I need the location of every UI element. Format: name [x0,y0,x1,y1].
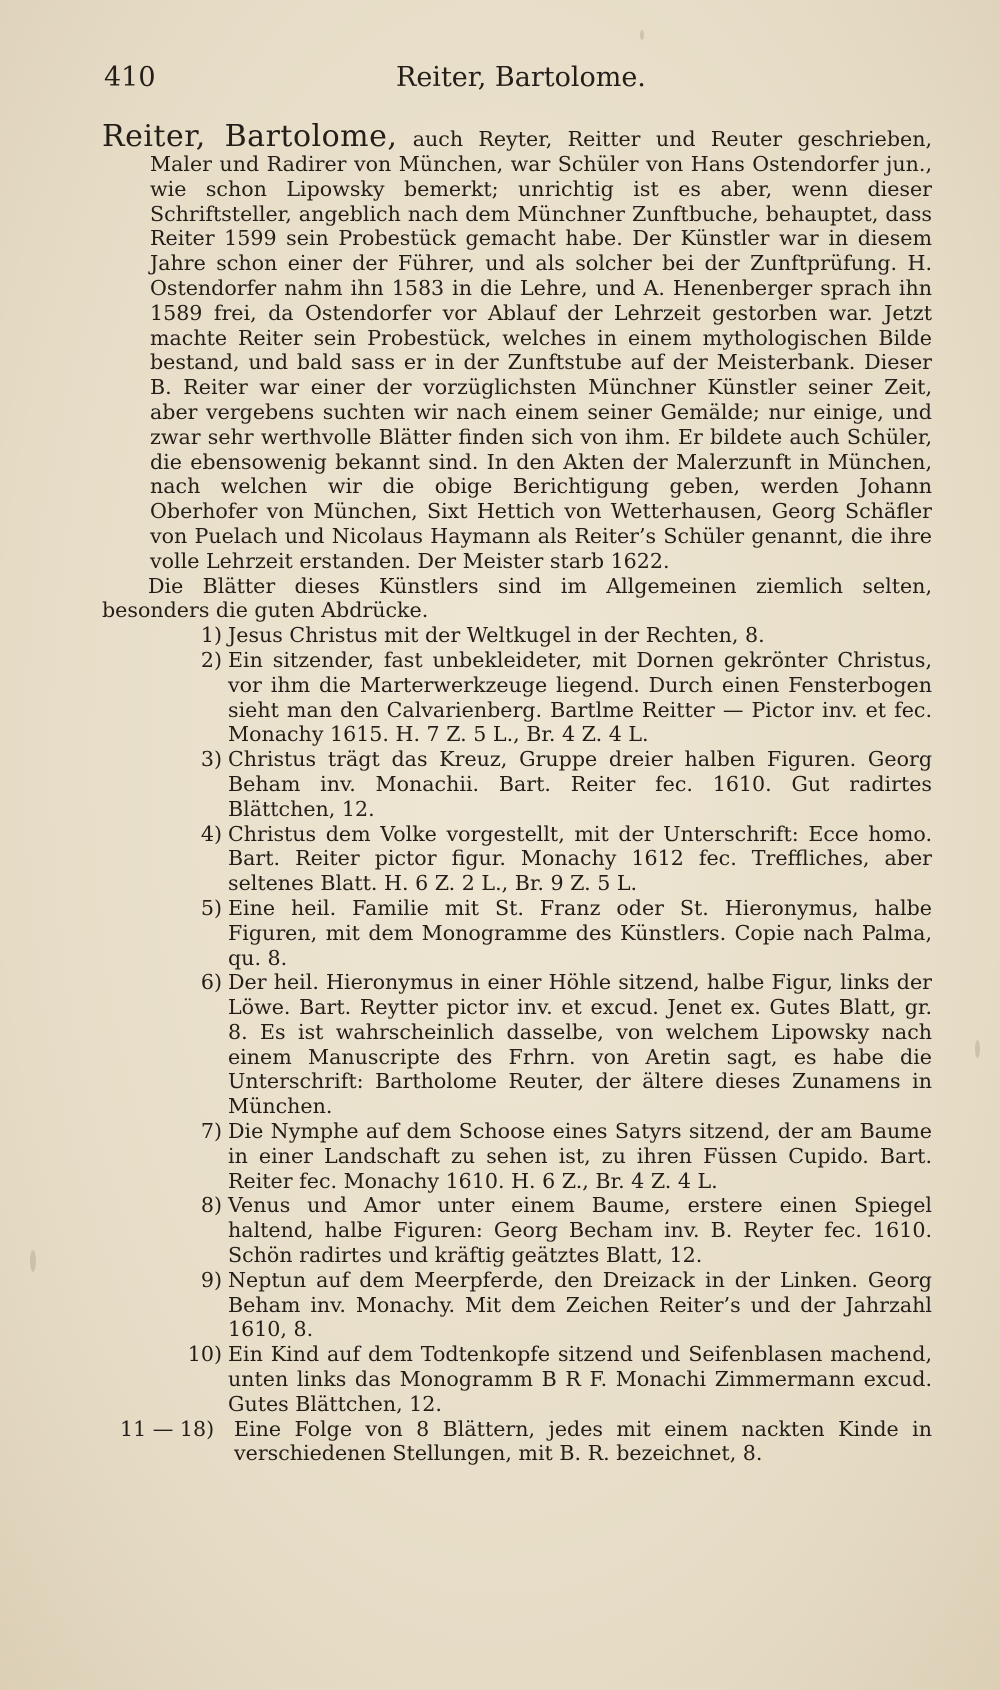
work-item [150,822,932,896]
work-item [150,648,932,747]
work-item [150,1119,932,1193]
work-text: Venus und Amor unter einem Baume, erstere einen Spiegel haltend, halbe Figuren: Georg Becham inv. B. Reyter fec. 1610. Schön radirtes und kräftig geätztes Blatt, 12. [228,1193,932,1268]
works-list [120,623,932,1466]
work-number: 1) [200,623,222,648]
work-item [120,1416,932,1467]
work-text: Eine heil. Familie mit St. Franz oder St. Hieronymus, halbe Figuren, mit dem Monogramme des Künstlers. Copie nach Palma, qu. 8. [228,895,932,970]
work-item [150,970,932,1119]
work-number: 7) [200,1119,222,1144]
work-text: Die Nymphe auf dem Schoose eines Satyrs sitzend, der am Baume in einer Landschaft zu sehen ist, zu ihren Füssen Cupido. Bart. Reiter fec. Monachy 1610. H. 6 Z., Br. 4 Z. 4 L. [228,1119,932,1193]
entry-intro-text: auch Reyter, Reitter und Reuter geschrieben, Maler und Radirer von München, war Schüler von Hans Ostendorfer jun., wie schon Lipowsky bemerkt; unrichtig ist es aber, wenn dieser Schriftsteller, angeblich nach dem Münchner Zunftbuche, behauptet, dass Reiter 1599 sein Probestück gemacht habe. Der Künstler war in diesem Jahre schon einer der Führer, und als solcher bei der Zunftprüfung. H. Ostendorfer nahm ihn 1583 in die Lehre, und A. Henenberger sprach ihn 1589 frei, da Ostendorfer vor Ablauf der Lehrzeit gestorben war. Jetzt machte Reiter sein Probestück, welches in einem mythologischen Bilde bestand, und bald sass er in der Zunftstube auf der Meisterbank. Dieser B. Reiter war einer der vorzüglichsten Münchner Künstler seiner Zeit, aber vergebens suchten wir nach einem seiner Gemälde; nur einige, und zwar sehr werthvolle Blätter finden sich von ihm. Er bildete auch Schüler, die ebensowenig bekannt sind. In den Akten der Malerzunft in München, nach welchen wir die obige Berichtigung geben, werden Johann Oberhofer von München, Sixt Hettich von Wetterhausen, Georg Schäfler von Puelach und Nicolaus Haymann als Reiter’s Schüler genannt, die ihre volle Lehrzeit erstanden. Der Meister starb 1622. [150,127,933,573]
entry-second-text: Die Blätter dieses Künstlers sind im Allgemeinen ziemlich selten, besonders die guten Abdrücke. [102,573,932,623]
work-number: 6) [200,970,222,995]
work-number: 8) [200,1193,222,1218]
work-text: Christus trägt das Kreuz, Gruppe dreier halben Figuren. Georg Beham inv. Monachii. Bart. Reiter fec. 1610. Gut radirtes Blättchen, 12. [228,747,932,821]
work-text: Neptun auf dem Meerpferde, den Dreizack in der Linken. Georg Beham inv. Monachy. Mit dem Zeichen Reiter’s und der Jahrzahl 1610, 8. [228,1267,932,1342]
paper-stain [640,30,644,40]
work-text: Ein Kind auf dem Todtenkopfe sitzend und Seifenblasen machend, unten links das Monogramm B R F. Monachi Zimmermann excud. Gutes Blättchen, 12. [228,1342,932,1416]
paper-stain [975,1040,980,1058]
work-number: 4) [200,821,222,846]
work-item [150,1342,932,1416]
entry-second-paragraph [102,574,932,624]
work-item [150,747,932,821]
entry-heading: Reiter, Bartolome, [102,119,398,154]
work-item [150,896,932,970]
work-text: Jesus Christus mit der Weltkugel in der Rechten, 8. [228,623,765,648]
work-number: 3) [200,747,222,772]
work-text: Ein sitzender, fast unbekleideter, mit Dornen gekrönter Christus, vor ihm die Marterwerkzeuge liegend. Durch einen Fensterbogen sieht man den Calvarienberg. Bartlme Reitter — Pictor inv. et fec. Monachy 1615. H. 7 Z. 5 L., Br. 4 Z. 4 L. [228,647,932,747]
work-text: Eine Folge von 8 Blättern, jedes mit einem nackten Kinde in verschiedenen Stellungen, mit B. R. bezeichnet, 8. [234,1416,932,1466]
work-number: 2) [200,647,222,672]
work-item [150,1193,932,1267]
work-item [150,1268,932,1342]
entry-intro-paragraph [102,119,933,574]
work-number: 10) [187,1342,222,1367]
paper-stain [30,1250,36,1272]
work-text: Christus dem Volke vorgestellt, mit der Unterschrift: Ecce homo. Bart. Reiter pictor figur. Monachy 1612 fec. Treffliches, aber seltenes Blatt. H. 6 Z. 2 L., Br. 9 Z. 5 L. [228,821,932,896]
work-item [150,623,932,648]
entry-body [102,119,933,1466]
work-number: 5) [200,895,222,920]
work-number: 11 — 18) [120,1416,215,1441]
running-title: Reiter, Bartolome. [396,62,646,93]
page-number: 410 [104,62,156,93]
page-header [104,62,936,102]
work-number: 9) [200,1267,222,1292]
work-text: Der heil. Hieronymus in einer Höhle sitzend, halbe Figur, links der Löwe. Bart. Reytter pictor inv. et excud. Jenet ex. Gutes Blatt, gr. 8. Es ist wahrscheinlich dasselbe, von welchem Lipowsky nach einem Manuscripte des Frhrn. von Aretin sagt, es habe die Unterschrift: Bartholome Reuter, der ältere dieses Zunamens in München. [228,970,932,1119]
